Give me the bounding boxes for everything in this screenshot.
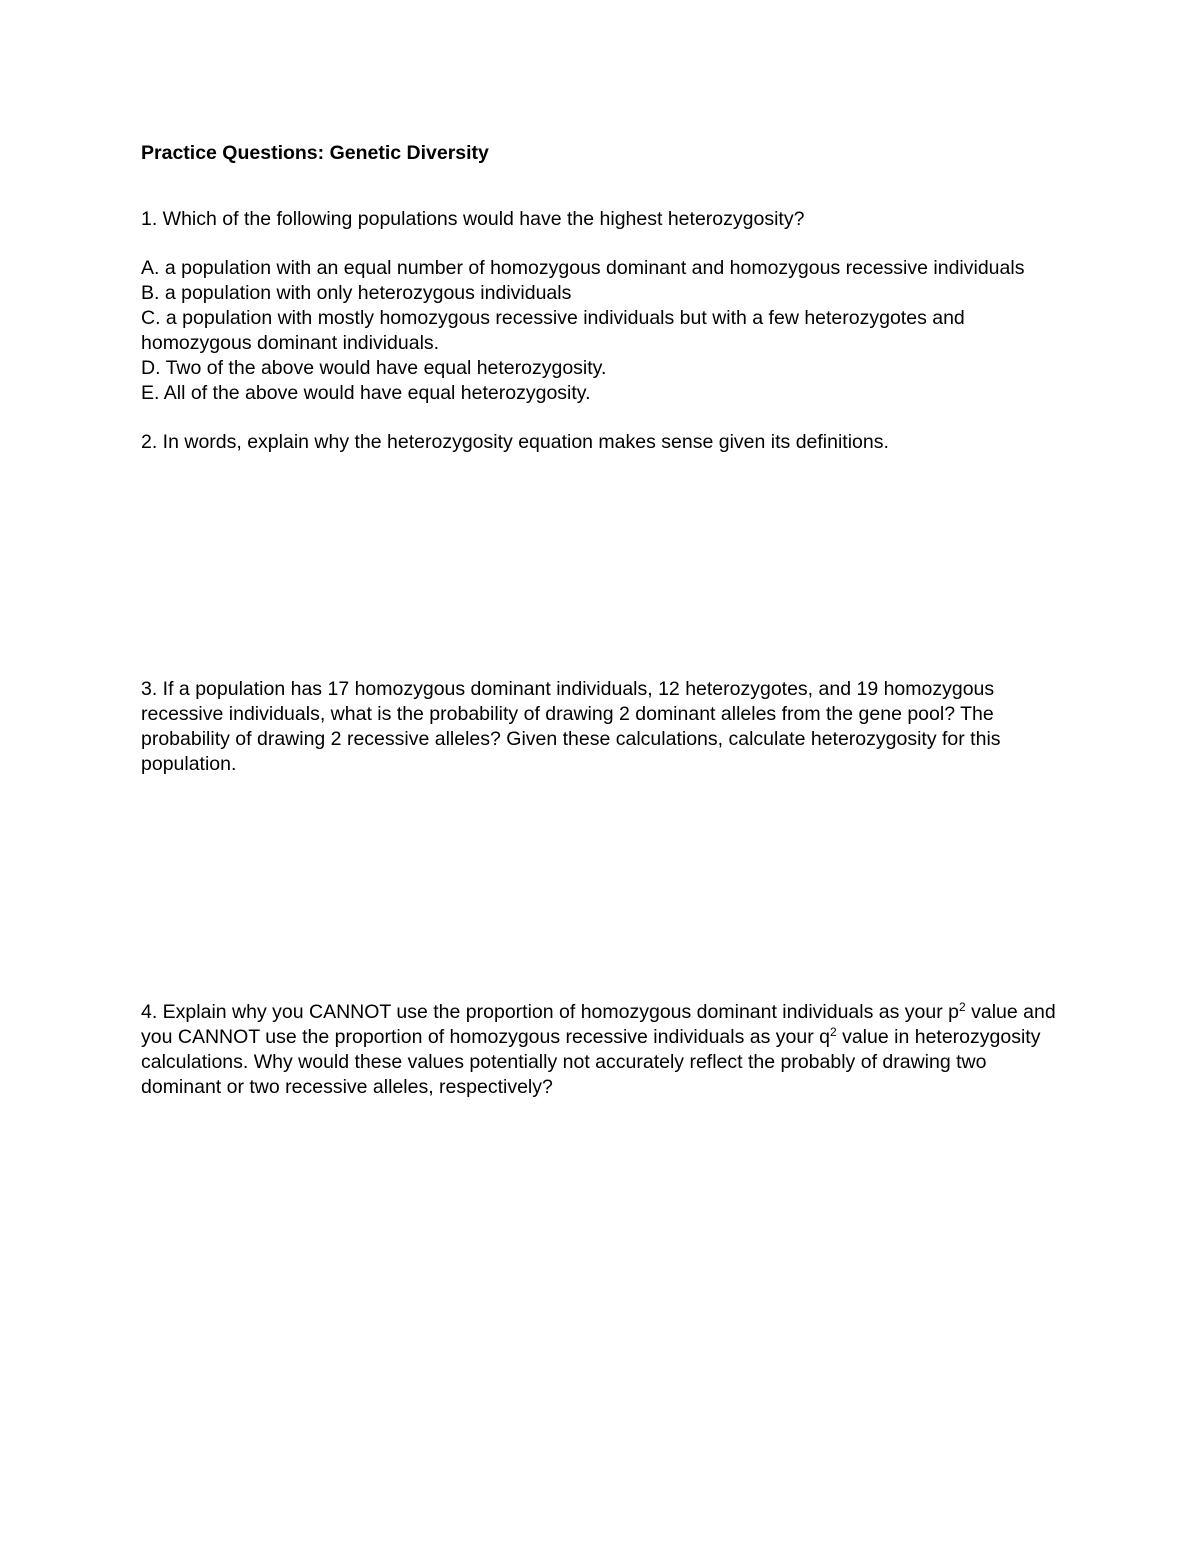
question-3: 3. If a population has 17 homozygous dominant individuals, 12 heterozygotes, and 19 homozygous recessive individuals, what is the probability of drawing 2 dominant alleles from the gene pool? The probability of drawing 2 recessive alleles? Given these calculations, calculate heterozygosity for this population. (141, 678, 1001, 775)
question-1-prompt: 1. Which of the following populations would have the highest heterozygosity? (141, 208, 805, 230)
option-a: A. a population with an equal number of homozygous dominant and homozygous recessive individuals (141, 257, 1025, 279)
document-page (141, 140, 1066, 1100)
question-2: 2. In words, explain why the heterozygosity equation makes sense given its definitions. (141, 431, 889, 453)
question-4 (141, 1000, 1066, 1100)
option-b: B. a population with only heterozygous individuals (141, 282, 572, 304)
option-d: D. Two of the above would have equal heterozygosity. (141, 357, 607, 379)
question-4-part-2: value and you CANNOT use the proportion of homozygous recessive individuals as your q (141, 1001, 1056, 1048)
question-4-part-1: 4. Explain why you CANNOT use the proportion of homozygous dominant individuals as your p (141, 1001, 959, 1023)
option-c: C. a population with mostly homozygous recessive individuals but with a few heterozygotes and homozygous dominant individuals. (141, 307, 965, 354)
question-4-part-3: value in heterozygosity calculations. Why would these values potentially not accurately reflect the probably of drawing two dominant or two recessive alleles, respectively? (141, 1026, 1041, 1098)
option-e: E. All of the above would have equal heterozygosity. (141, 382, 591, 404)
superscript-2: 2 (959, 1000, 966, 1014)
question-1-options (141, 256, 1066, 406)
document-title: Practice Questions: Genetic Diversity (141, 142, 489, 164)
superscript-2: 2 (829, 1025, 837, 1039)
